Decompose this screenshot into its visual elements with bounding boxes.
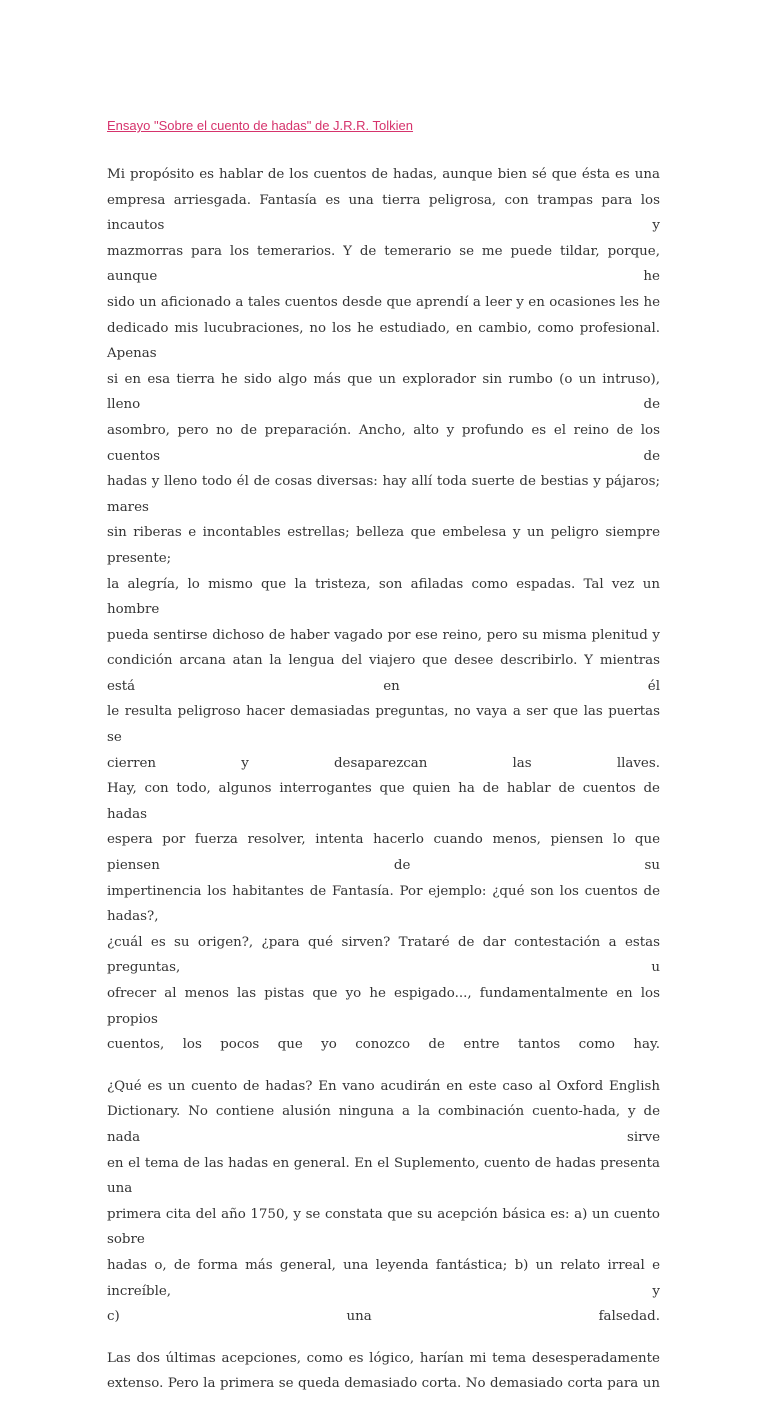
text-line: asombro, pero no de preparación. Ancho, alto y profundo es el reino de los cuentos de <box>107 422 660 464</box>
text-line: ¿Qué es un cuento de hadas? En vano acudirán en este caso al Oxford English <box>107 1078 660 1094</box>
text-line: cuentos, los pocos que yo conozco de entre tantos como hay. <box>107 1037 660 1053</box>
text-line: cierren y desaparezcan las llaves. <box>107 755 660 771</box>
text-line: hadas y lleno todo él de cosas diversas: hay allí toda suerte de bestias y pájaros; mares <box>107 474 660 515</box>
text-line: Hay, con todo, algunos interrogantes que quien ha de hablar de cuentos de hadas <box>107 781 660 822</box>
document-page <box>107 116 660 1413</box>
text-line: Mi propósito es hablar de los cuentos de hadas, aunque bien sé que ésta es una <box>107 167 660 182</box>
text-line: Dictionary. No contiene alusión ninguna a la combinación cuento-hada, y de nada sirve <box>107 1104 660 1145</box>
text-line: c) una falsedad. <box>107 1309 660 1325</box>
text-line: condición arcana atan la lengua del viajero que desee describirlo. Y mientras está en él <box>107 653 660 694</box>
paragraph-1 <box>107 162 660 1058</box>
paragraph-3 <box>107 1346 660 1397</box>
text-line: hadas o, de forma más general, una leyenda fantástica; b) un relato irreal e increíble, y <box>107 1257 660 1299</box>
text-line: sin riberas e incontables estrellas; belleza que embelesa y un peligro siempre presente; <box>107 525 660 566</box>
text-line: dedicado mis lucubraciones, no los he estudiado, en cambio, como profesional. Apenas <box>107 320 660 362</box>
text-line: mazmorras para los temerarios. Y de temerario se me puede tildar, porque, aunque he <box>107 243 660 285</box>
text-line: Las dos últimas acepciones, como es lógico, harían mi tema desesperadamente <box>107 1350 660 1366</box>
text-line: espera por fuerza resolver, intenta hacerlo cuando menos, piensen lo que piensen de su <box>107 832 660 874</box>
text-line: ¿cuál es su origen?, ¿para qué sirven? Trataré de dar contestación a estas preguntas, u <box>107 934 660 976</box>
text-line: extenso. Pero la primera se queda demasiado corta. No demasiado corta para un <box>107 1376 660 1392</box>
text-line: le resulta peligroso hacer demasiadas preguntas, no vaya a ser que las puertas se <box>107 704 660 746</box>
text-line: la alegría, lo mismo que la tristeza, son afiladas como espadas. Tal vez un hombre <box>107 576 660 618</box>
text-line: primera cita del año 1750, y se constata que su acepción básica es: a) un cuento sobre <box>107 1206 660 1248</box>
text-line: empresa arriesgada. Fantasía es una tierra peligrosa, con trampas para los incautos y <box>107 192 660 234</box>
text-line: si en esa tierra he sido algo más que un explorador sin rumbo (o un intruso), lleno de <box>107 371 660 413</box>
text-line: impertinencia los habitantes de Fantasía. Por ejemplo: ¿qué son los cuentos de hadas?, <box>107 883 660 925</box>
text-line: en el tema de las hadas en general. En el Suplemento, cuento de hadas presenta una <box>107 1155 660 1197</box>
text-line: sido un aficionado a tales cuentos desde que aprendí a leer y en ocasiones les he <box>107 294 660 310</box>
text-line: pueda sentirse dichoso de haber vagado por ese reino, pero su misma plenitud y <box>107 627 660 643</box>
document-title-link[interactable]: Ensayo "Sobre el cuento de hadas" de J.R.R. Tolkien <box>107 118 414 133</box>
text-line: ofrecer al menos las pistas que yo he espigado..., fundamentalmente en los propios <box>107 986 660 1027</box>
paragraph-2 <box>107 1074 660 1330</box>
